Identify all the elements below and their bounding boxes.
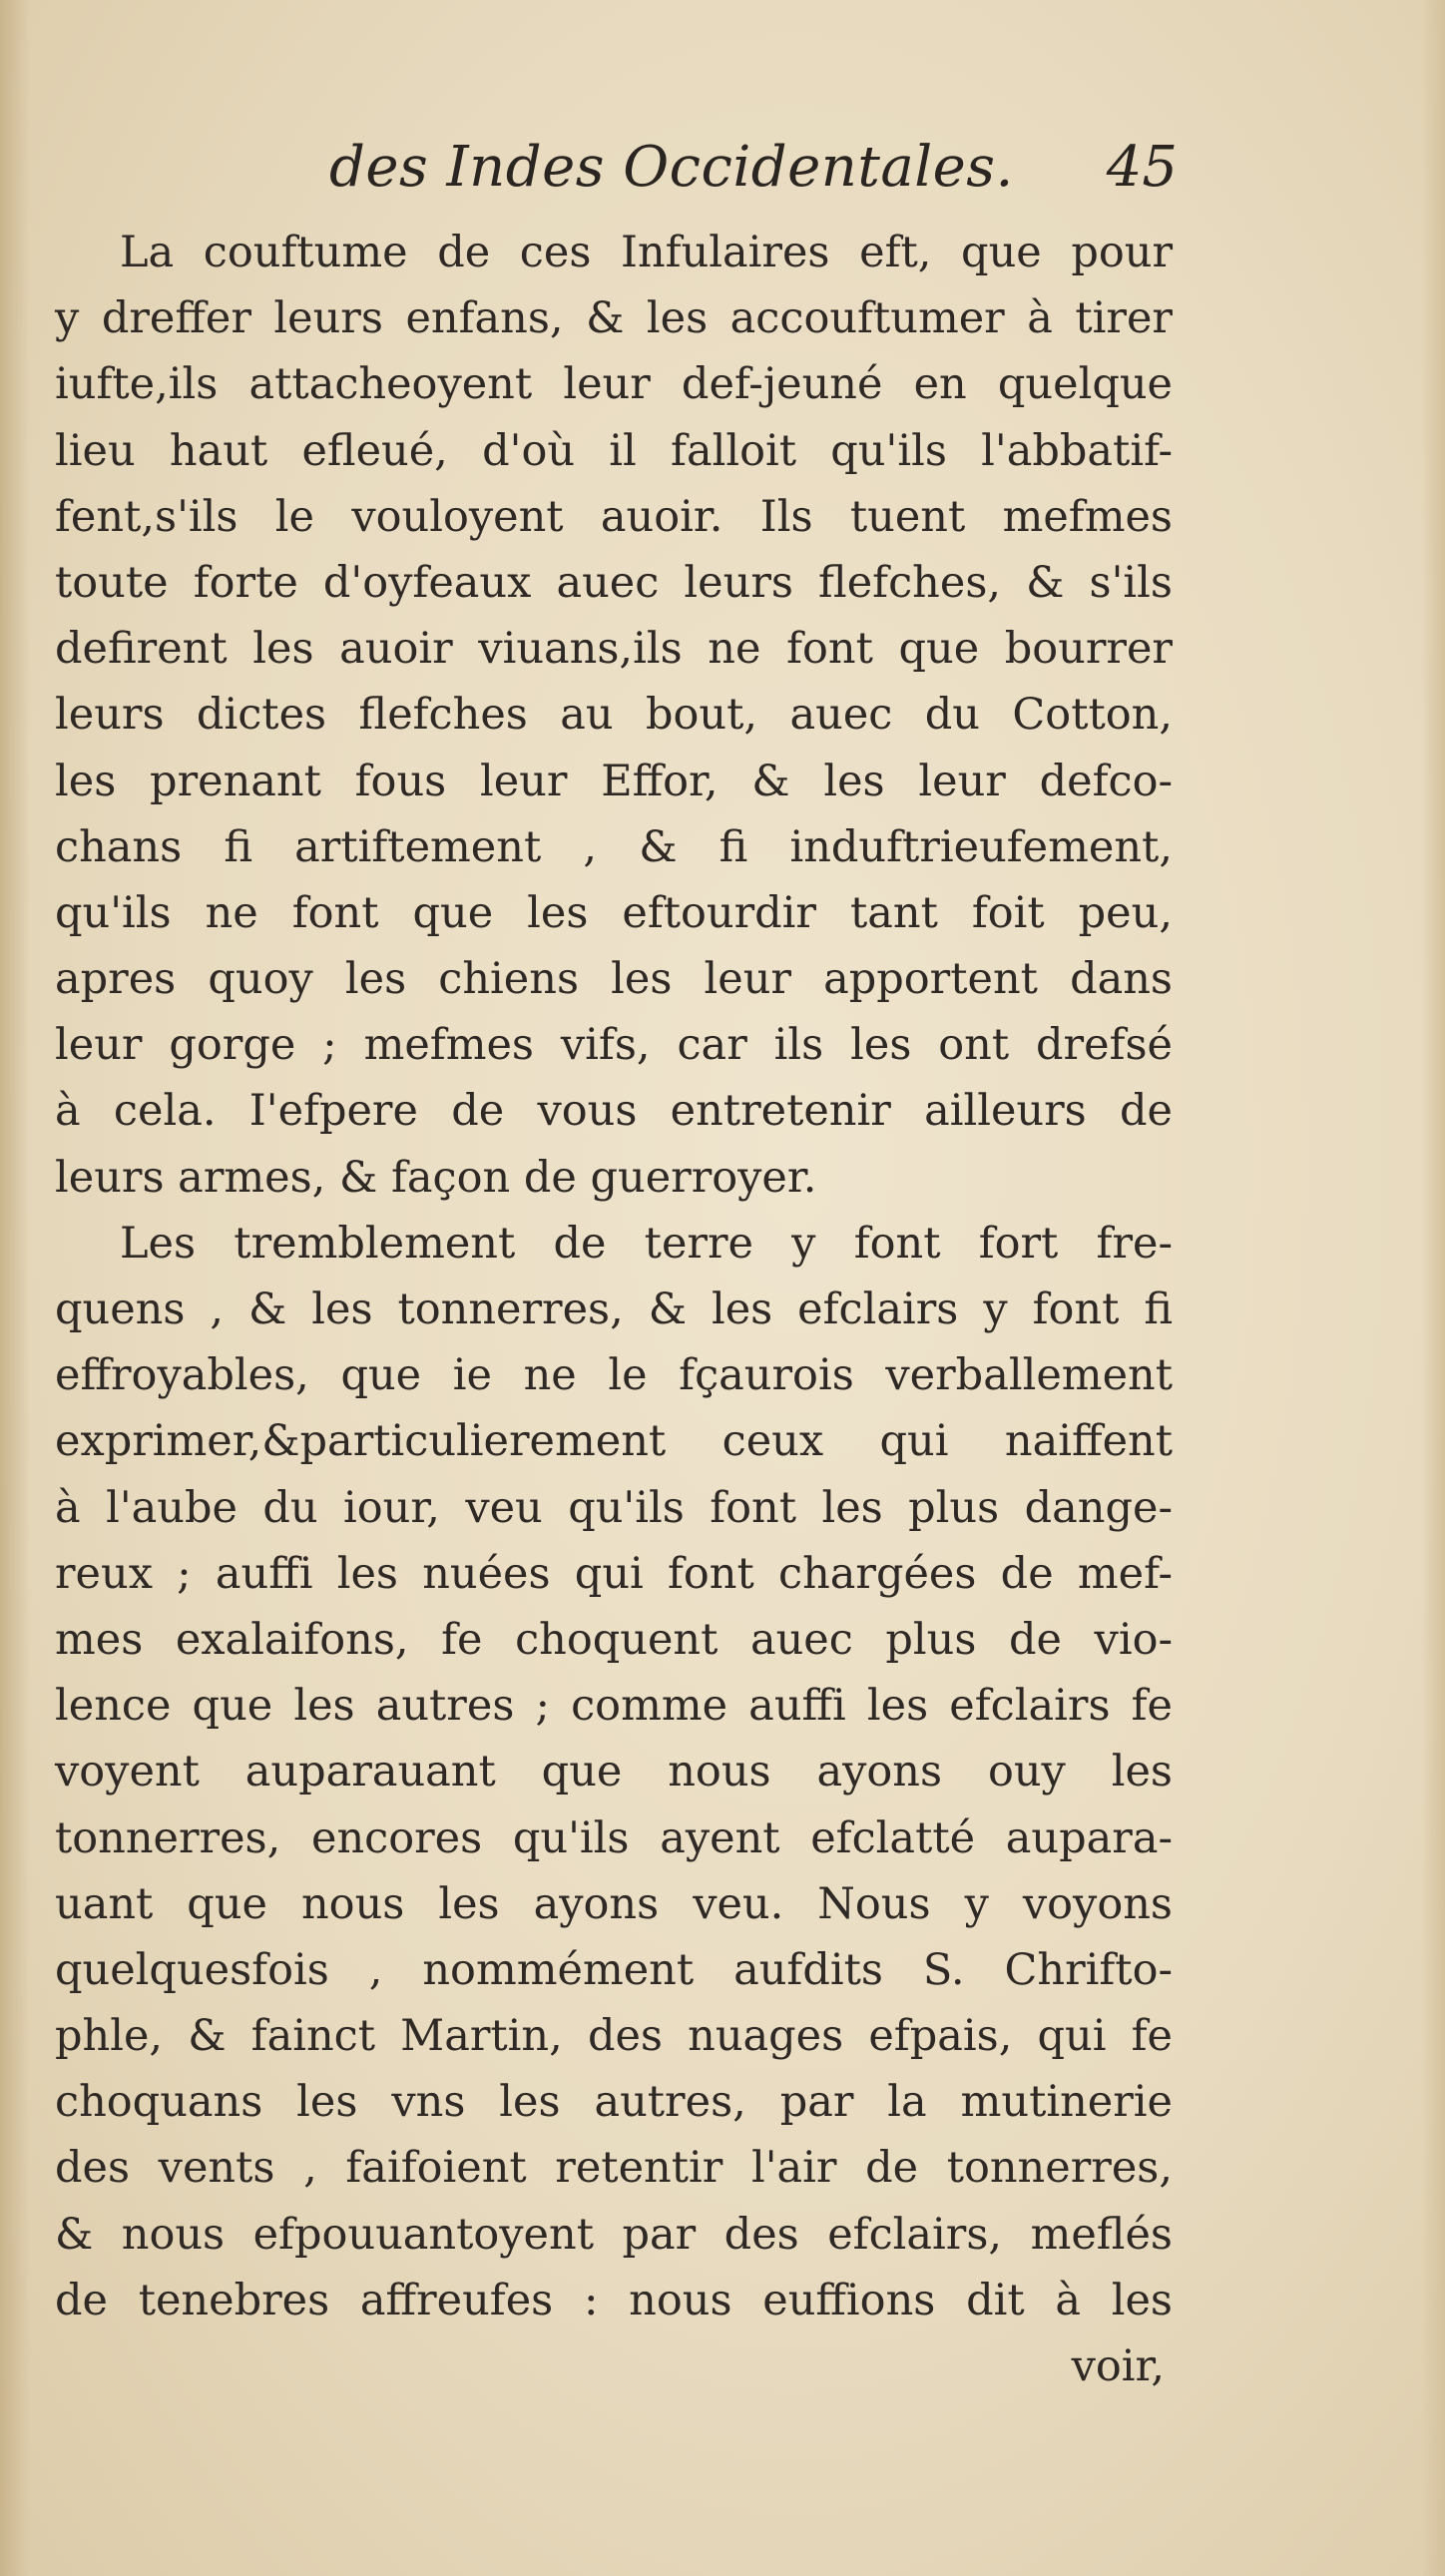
- catchword-line: [55, 2333, 1173, 2399]
- text-line: reux ; auffi les nuées qui font chargées de mef-: [55, 1548, 1173, 1599]
- paragraph-2: [55, 1211, 1173, 2333]
- page-edge-shadow-right: [1421, 0, 1445, 2576]
- text-line: iufte,ils attacheoyent leur def-jeuné en quelque: [55, 359, 1173, 410]
- page-header: [329, 135, 1178, 225]
- text-line: qu'ils ne font que les eftourdir tant foit peu,: [55, 887, 1173, 938]
- running-title: des Indes Occidentales.: [329, 135, 1014, 200]
- text-line: effroyables, que ie ne le fçaurois verballement: [55, 1350, 1173, 1401]
- text-line: les prenant fous leur Effor, & les leur defco-: [55, 756, 1173, 806]
- text-line: des vents , faifoient retentir l'air de tonnerres,: [55, 2143, 1173, 2194]
- text-line: quelquesfois , nommément aufdits S. Chrifto-: [55, 1944, 1173, 1995]
- text-line: lence que les autres ; comme auffi les efclairs fe: [55, 1681, 1173, 1732]
- catchword: voir,: [1071, 2341, 1165, 2391]
- text-line: y dreffer leurs enfans, & les accouftumer à tirer: [55, 293, 1173, 344]
- paragraph-1: [55, 220, 1173, 1211]
- text-line: exprimer,&particulierement ceux qui naiffent: [55, 1416, 1173, 1467]
- text-line: apres quoy les chiens les leur apportent dans: [55, 954, 1173, 1005]
- text-line: quens , & les tonnerres, & les efclairs y font fi: [55, 1285, 1173, 1334]
- text-line: uant que nous les ayons veu. Nous y voyons: [55, 1878, 1173, 1929]
- text-line: mes exalaifons, fe choquent auec plus de vio-: [55, 1614, 1173, 1665]
- body-text: [55, 220, 1173, 2399]
- text-line: toute forte d'oyfeaux auec leurs flefches, & s'ils: [55, 557, 1173, 608]
- text-line: leurs armes, & façon de guerroyer.: [55, 1152, 817, 1203]
- text-line: voyent auparauant que nous ayons ouy les: [55, 1747, 1173, 1798]
- text-line: tonnerres, encores qu'ils ayent efclatté aupara-: [55, 1812, 1173, 1863]
- text-line: La couftume de ces Infulaires eft, que pour: [120, 228, 1173, 277]
- text-line: defirent les auoir viuans,ils ne font que bourrer: [55, 624, 1173, 675]
- text-line: Les tremblement de terre y font fort fre-: [120, 1218, 1173, 1269]
- text-line: lieu haut efleué, d'où il falloit qu'ils l'abbatif-: [55, 425, 1173, 476]
- text-line: fent,s'ils le vouloyent auoir. Ils tuent mefmes: [55, 491, 1173, 542]
- text-line: phle, & fainct Martin, des nuages efpais, qui fe: [55, 2011, 1173, 2062]
- text-line: leurs dictes flefches au bout, auec du Cotton,: [55, 690, 1173, 741]
- text-line: à cela. I'efpere de vous entretenir ailleurs de: [55, 1086, 1173, 1137]
- text-line: choquans les vns les autres, par la mutinerie: [55, 2077, 1173, 2128]
- text-line: chans fi artiftement , & fi induftrieufement,: [55, 821, 1173, 872]
- page-number: 45: [1106, 135, 1178, 200]
- text-line: à l'aube du iour, veu qu'ils font les plus dange-: [55, 1482, 1173, 1533]
- page-edge-shadow-left: [0, 0, 30, 2576]
- text-line: de tenebres affreufes : nous euffions dit à les: [55, 2275, 1173, 2325]
- text-line: & nous efpouuantoyent par des efclairs, meflés: [55, 2209, 1173, 2260]
- text-line: leur gorge ; mefmes vifs, car ils les ont drefsé: [55, 1020, 1173, 1071]
